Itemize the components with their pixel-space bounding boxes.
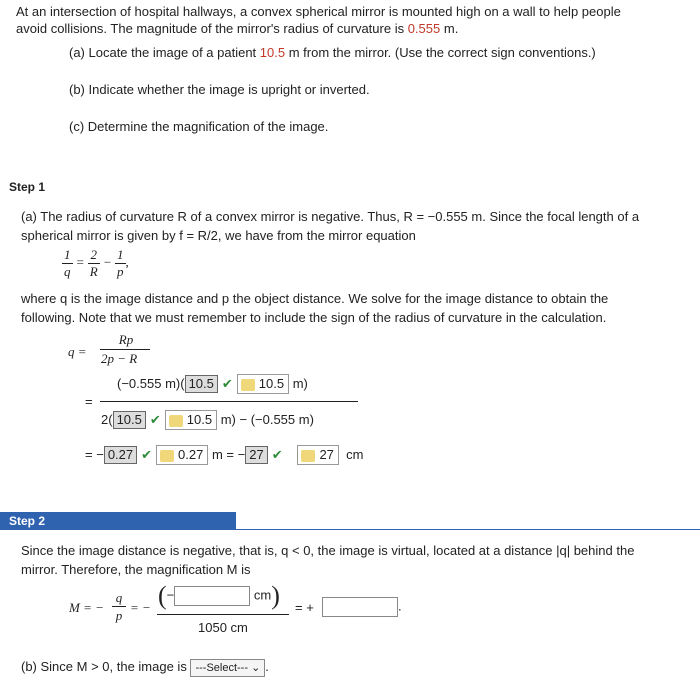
eq-equals: = [75, 254, 85, 270]
part-b-answer [21, 659, 269, 677]
sub-den-val2: 10.5 [186, 412, 213, 427]
part-a [69, 45, 596, 60]
result-equals: = [85, 447, 93, 462]
orientation-select[interactable] [190, 659, 265, 677]
answer-box-den[interactable] [165, 410, 217, 430]
part-a-text: (a) Locate the image of a patient [69, 45, 260, 60]
mag-numerator: (− cm) [158, 581, 280, 610]
sub-equals: = [85, 394, 93, 409]
radius-value: 0.555 [407, 21, 441, 36]
key-icon [160, 450, 174, 462]
sub-denominator [101, 410, 314, 430]
result-val4: 27 [319, 447, 334, 462]
answer-box-cm[interactable] [297, 445, 338, 465]
paren-open: ( [158, 581, 167, 610]
part-b-text: (b) Since M > 0, the image is [21, 659, 187, 674]
step2-header [0, 512, 236, 530]
result-val2: 0.27 [178, 447, 204, 462]
eq-comma: , [125, 254, 129, 270]
check-icon: ✔ [271, 447, 283, 462]
mag-period: . [398, 598, 402, 614]
q-fraction-bar [100, 349, 150, 350]
mag-q: q [115, 590, 123, 605]
eq-t1-den: R [89, 264, 98, 279]
sub-den-val1: 10.5 [113, 411, 146, 429]
mag-p: p [115, 608, 123, 623]
step1-label: Step 1 [9, 180, 46, 194]
mag-lhs: M = − [69, 600, 104, 615]
sub-den-post: m) − (−0.555 m) [220, 412, 314, 427]
answer-box-num[interactable] [237, 374, 289, 394]
sub-num-val2: 10.5 [258, 376, 285, 391]
part-b-period: . [265, 659, 269, 674]
step2-divider [236, 529, 700, 530]
q-equals: = [77, 344, 87, 359]
answer-box-m[interactable] [156, 445, 208, 465]
q-lhs [68, 344, 87, 360]
problem-line1: At an intersection of hospital hallways, a convex spherical mirror is mounted high on a wall to help people [16, 4, 621, 19]
check-icon: ✔ [141, 447, 153, 462]
part-c: (c) Determine the magnification of the image. [69, 119, 329, 134]
q-symbol: q [68, 344, 75, 359]
result-val1: 0.27 [104, 446, 137, 464]
key-icon [241, 379, 255, 391]
eq-lhs-den: q [64, 264, 71, 279]
check-icon: ✔ [149, 412, 161, 427]
key-icon [169, 415, 183, 427]
mag-input-q[interactable] [174, 586, 250, 606]
sub-num-pre: (−0.555 m)( [117, 376, 185, 391]
sub-num-val1: 10.5 [185, 375, 218, 393]
eq-minus: − [102, 254, 112, 270]
result-mid: m = − [211, 447, 246, 462]
q-num: Rp [118, 332, 134, 347]
result-val3: 27 [245, 446, 267, 464]
mag-answer [322, 597, 402, 617]
step2-line1: Since the image distance is negative, that is, q < 0, the image is virtual, located at a distance |q| behind the [21, 543, 635, 558]
patient-distance: 10.5 [259, 45, 286, 60]
result-neg: − [96, 447, 104, 462]
paren-close: ) [271, 581, 280, 610]
sub-den-pre: 2( [101, 412, 113, 427]
chevron-down-icon: ⌄ [251, 662, 261, 674]
problem-line2-unit: m. [440, 21, 459, 36]
step1-para1-line2: spherical mirror is given by f = R/2, we have from the mirror equation [21, 228, 416, 243]
mag-eq: = − [130, 600, 151, 615]
result-row [85, 445, 363, 465]
sub-numerator [117, 374, 308, 394]
mag-input-m[interactable] [322, 597, 398, 617]
eq-t2-den: p [117, 264, 124, 279]
sub-num-unit: m) [292, 376, 308, 391]
result-unit: cm [346, 447, 364, 462]
mag-unit-cm: cm [253, 587, 272, 603]
mag-fraction-bar [157, 614, 289, 615]
step1-para2-line1: where q is the image distance and p the object distance. We solve for the image distance to obtain the [21, 291, 609, 306]
step2-line2: mirror. Therefore, the magnification M is [21, 562, 251, 577]
key-icon [301, 450, 315, 462]
sub-fraction-bar [100, 401, 358, 402]
mirror-equation [62, 247, 129, 280]
problem-line2 [16, 21, 458, 36]
step2-label: Step 2 [9, 514, 46, 528]
q-den: 2p − R [101, 351, 138, 366]
step1-para2-line2: following. Note that we must remember to include the sign of the radius of curvature in the calculation. [21, 310, 607, 325]
part-a-text-post: m from the mirror. (Use the correct sign conventions.) [285, 45, 596, 60]
mag-qp-bar [112, 606, 126, 607]
part-b: (b) Indicate whether the image is upright or inverted. [69, 82, 370, 97]
mag-den: 1050 cm [198, 620, 248, 635]
select-label: ---Select--- [195, 662, 249, 674]
eq-lhs-num: 1 [64, 247, 71, 262]
problem-line2-text: avoid collisions. The magnitude of the mirror's radius of curvature is [16, 21, 408, 36]
check-icon: ✔ [221, 376, 233, 391]
mag-eq2: = + [295, 600, 314, 615]
step1-para1-line1: (a) The radius of curvature R of a convex mirror is negative. Thus, R = −0.555 m. Since the focal length of a [21, 209, 640, 224]
eq-t2-num: 1 [117, 247, 124, 262]
eq-t1-num: 2 [88, 247, 100, 264]
